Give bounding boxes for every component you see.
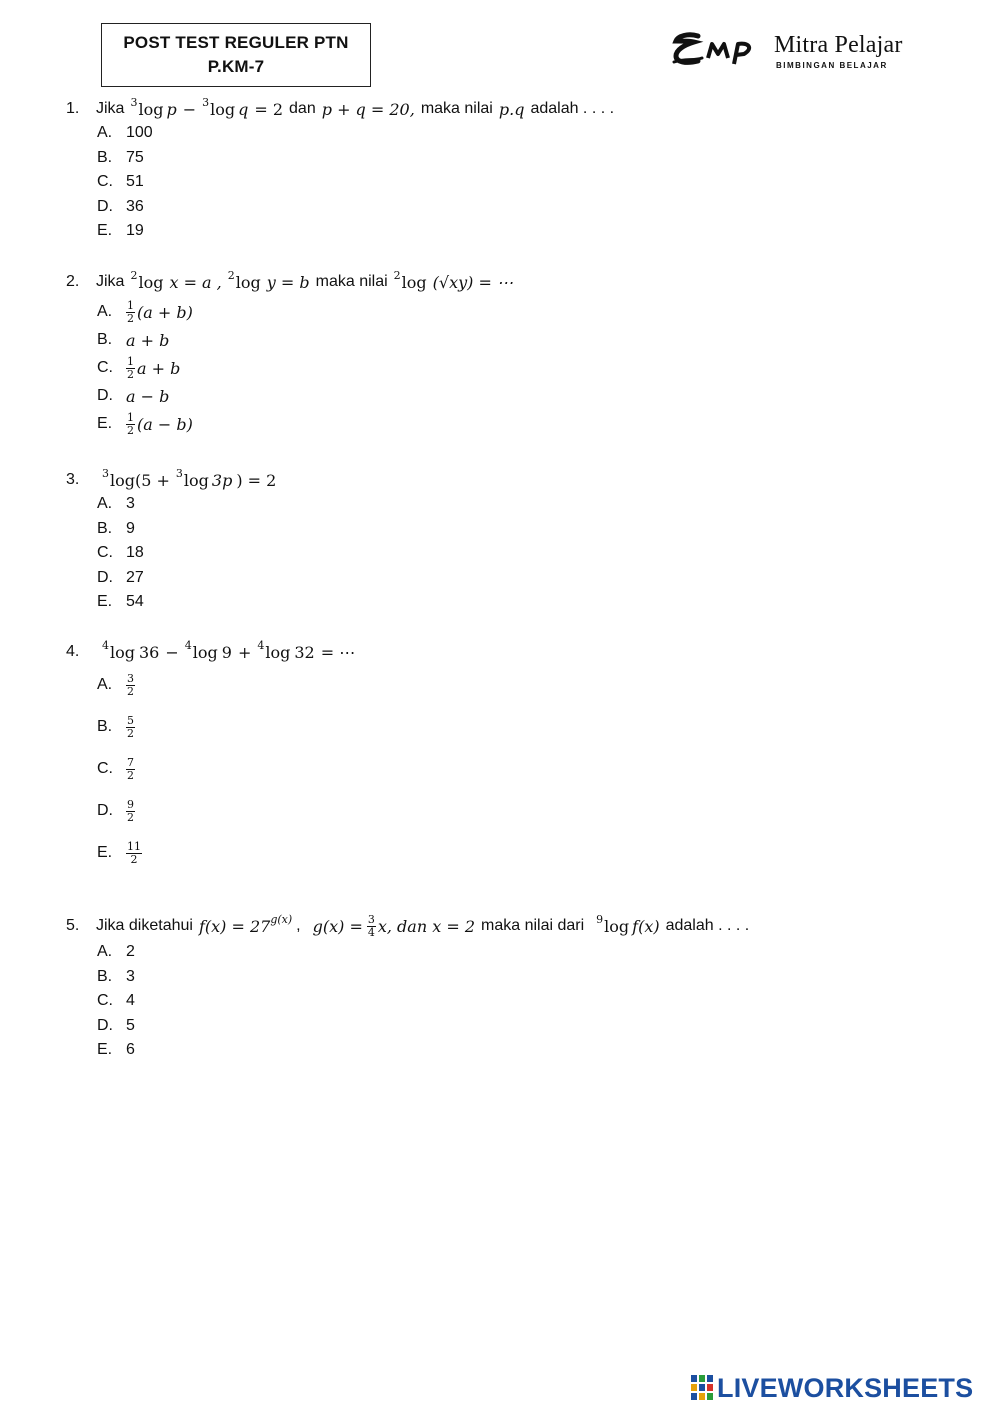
footer-brand: LIVEWORKSHEETS [717,1372,974,1403]
option-b[interactable]: B. 75 [97,148,144,166]
emp-logo-icon [672,28,772,72]
option-a[interactable]: A. $\frac{1}{2}$ (a + b) [97,298,193,325]
fraction: $\frac{9}{2}$ [127,797,134,824]
option-d[interactable]: D. 27 [97,568,144,586]
fraction: $\frac{1}{2}$ [127,410,134,437]
option-b[interactable]: B. $\frac{5}{2}$ [97,713,134,740]
option-b[interactable]: B. 9 [97,519,135,537]
fraction: $\frac{3}{4}$ [367,912,375,939]
question-1-options [97,121,614,244]
question-1 [66,97,614,244]
question-5-text: 5. Jika diketahui f(x) = 27 g(x) , g(x) = $\frac{3}{4}$ x, dan x = 2 maka nilai dari 9 log f(x) adalah . . . . [66,912,750,939]
question-5-options [97,940,749,1063]
option-e[interactable]: E. 54 [97,593,144,611]
question-3 [66,468,276,615]
fraction: $\frac{1}{2}$ [127,354,134,381]
option-c[interactable]: C. 51 [97,173,144,191]
option-a[interactable]: A. $\frac{3}{2}$ [97,671,134,698]
question-4-text: 4. 4 log 36 − 4 log 9 + 4 log 32 = ⋯ [66,638,356,662]
option-d[interactable]: D. 5 [97,1016,135,1034]
option-a[interactable]: A. 3 [97,495,135,513]
fraction: $\frac{1}{2}$ [127,298,134,325]
brand-subtitle: BIMBINGAN BELAJAR [776,61,888,70]
title-line-2: P.KM-7 [207,57,265,76]
option-d[interactable]: D. 36 [97,197,144,215]
question-3-text: 3. 3 log (5 + 3 log 3p ) = 2 [66,466,277,490]
question-2 [66,270,513,438]
option-a[interactable]: A. 2 [97,943,135,961]
option-e[interactable]: E. 19 [97,222,144,240]
option-b[interactable]: B. a + b [97,330,170,350]
fraction: $\frac{3}{2}$ [127,671,134,698]
question-1-text: 1. Jika 3 log p − 3 log q = 2 dan p + q = 20, maka nilai p.q adalah . . . . [66,95,615,119]
option-b[interactable]: B. 3 [97,967,135,985]
option-c[interactable]: C. 4 [97,992,135,1010]
option-d[interactable]: D. a − b [97,386,170,406]
liveworksheets-logo [691,1372,973,1404]
option-c[interactable]: C. $\frac{1}{2}$ a + b [97,354,181,381]
question-2-options [97,298,513,438]
brand-name: Mitra Pelajar [774,32,903,58]
fraction: $\frac{11}{2}$ [127,839,141,866]
question-5 [66,912,749,1063]
option-a[interactable]: A. 100 [97,124,153,142]
question-3-options [97,492,276,615]
title-box [101,23,371,87]
option-c[interactable]: C. $\frac{7}{2}$ [97,755,134,782]
fraction: $\frac{7}{2}$ [127,755,134,782]
option-c[interactable]: C. 18 [97,544,144,562]
fraction: $\frac{5}{2}$ [127,713,134,740]
question-2-text: 2. Jika 2 log x = a , 2 log y = b maka nilai 2 log (√xy) = ⋯ [66,268,513,292]
question-4 [66,640,355,874]
title-line-1: POST TEST REGULER PTN [123,33,349,52]
mitra-pelajar-logo [672,28,912,74]
option-e[interactable]: E. $\frac{11}{2}$ [97,839,141,866]
liveworksheets-grid-icon [691,1375,713,1401]
option-e[interactable]: E. 6 [97,1041,135,1059]
option-e[interactable]: E. $\frac{1}{2}$ (a − b) [97,410,193,437]
option-d[interactable]: D. $\frac{9}{2}$ [97,797,134,824]
question-4-options [97,664,355,874]
